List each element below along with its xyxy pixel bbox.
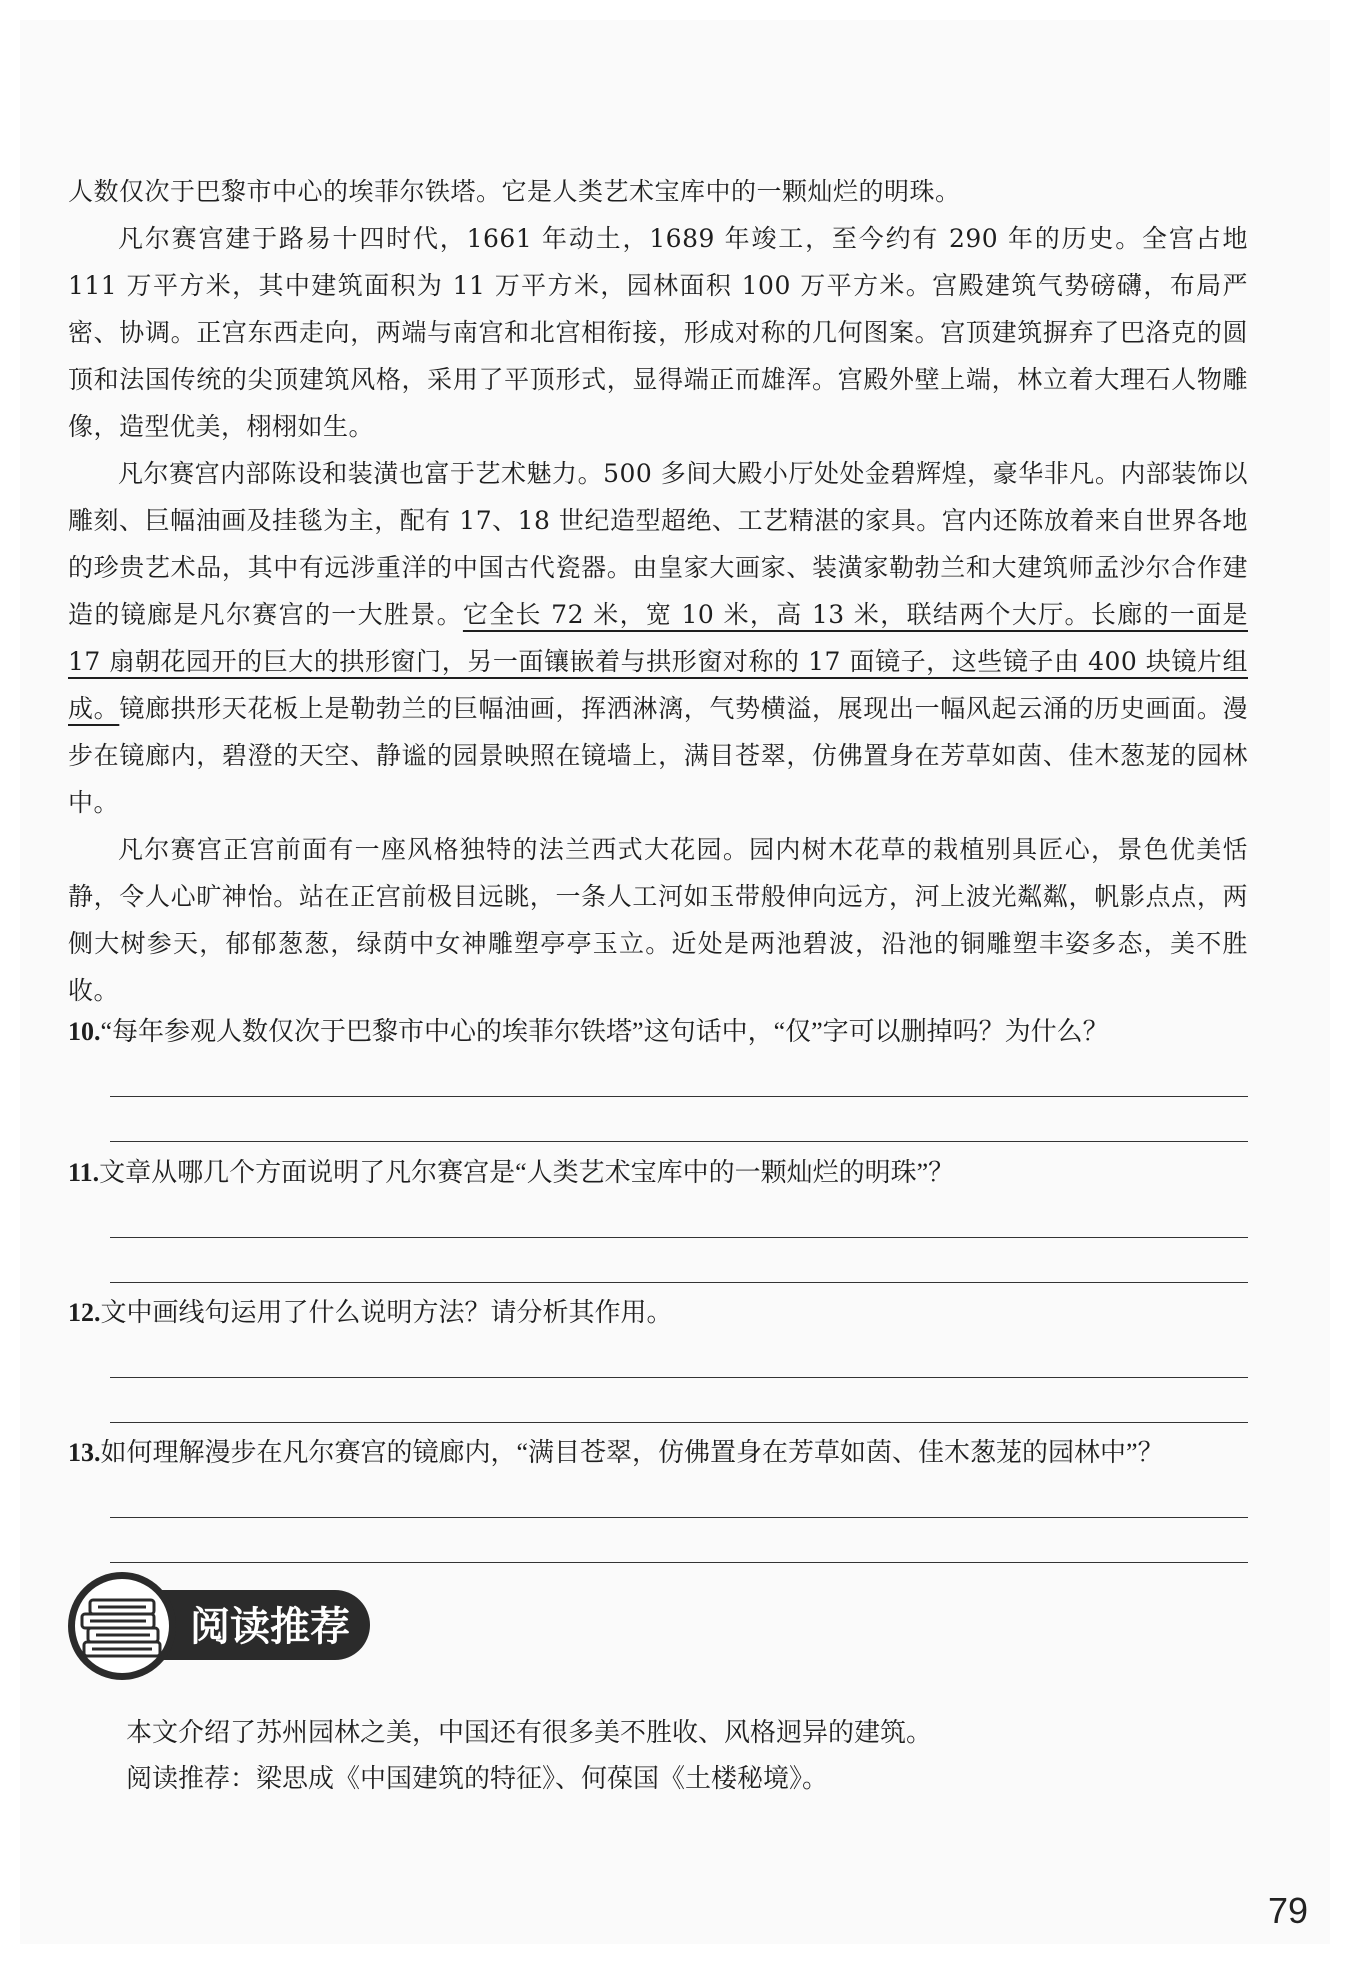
underlined-sentence: 它全长 72 米，宽 10 米，高 13 米，联结两个大厅。长廊的一面是 17 扇朝花园开的巨大的拱形窗门，另一面镶嵌着与拱形窗对称的 17 面镜子，这些镜子由 400 块镜片组成。 [68, 600, 1248, 723]
books-icon [82, 1600, 160, 1656]
answer-line[interactable] [110, 1562, 1248, 1563]
question-number: 11. [68, 1158, 100, 1187]
question-text: 文中画线句运用了什么说明方法？请分析其作用。 [100, 1298, 673, 1327]
passage-paragraph-3: 凡尔赛宫正宫前面有一座风格独特的法兰西式大花园。园内树木花草的栽植别具匠心，景色优美恬静，令人心旷神怡。站在正宫前极目远眺，一条人工河如玉带般伸向远方，河上波光粼粼，帆影点点，两侧大树参天，郁郁葱葱，绿荫中女神雕塑亭亭玉立。近处是两池碧波，沿池的铜雕塑丰姿多态，美不胜收。 [68, 835, 1248, 1005]
answer-line[interactable] [110, 1377, 1248, 1378]
passage-paragraph-1: 凡尔赛宫建于路易十四时代，1661 年动土，1689 年竣工，至今约有 290 年的历史。全宫占地 111 万平方米，其中建筑面积为 11 万平方米，园林面积 100 万平方米。宫殿建筑气势磅礴，布局严密、协调。正宫东西走向，两端与南宫和北宫相衔接，形成对称的几何图案。宫顶建筑摒弃了巴洛克的圆顶和法国传统的尖顶建筑风格，采用了平顶形式，显得端正而雄浑。宫殿外壁上端，林立着大理石人物雕像，造型优美，栩栩如生。 [68, 224, 1248, 441]
passage-paragraph-2-end: 镜廊拱形天花板上是勒勃兰的巨幅油画，挥洒淋漓，气势横溢，展现出一幅风起云涌的历史画面。漫步在镜廊内，碧澄的天空、静谧的园景映照在镜墙上，满目苍翠，仿佛置身在芳草如茵、佳木葱茏的园林中。 [68, 694, 1248, 817]
answer-line[interactable] [110, 1517, 1248, 1518]
question-number: 12. [68, 1298, 101, 1327]
answer-line[interactable] [110, 1422, 1248, 1423]
passage-paragraph-0: 人数仅次于巴黎市中心的埃菲尔铁塔。它是人类艺术宝库中的一颗灿烂的明珠。 [68, 177, 961, 206]
passage-paragraph-2-start: 凡尔赛宫内部陈设和装潢也富于艺术魅力。500 多间大殿小厅处处金碧辉煌，豪华非凡。内部装饰以雕刻、巨幅油画及挂毯为主，配有 17、18 世纪造型超绝、工艺精湛的家具。宫内还陈放着来自世界各地的珍贵艺术品，其中有远涉重洋的中国古代瓷器。由皇家大画家、装潢家勒勃兰和大建筑师孟沙尔合作建造的镜廊是凡尔赛宫的一大胜景。 [68, 459, 1248, 629]
question-number: 13. [68, 1438, 101, 1467]
answer-line[interactable] [110, 1237, 1248, 1238]
question-number: 10. [68, 1017, 101, 1046]
question-11 [68, 1153, 1248, 1283]
recommend-line-2: 阅读推荐：梁思成《中国建筑的特征》、何葆国《土楼秘境》。 [126, 1764, 829, 1793]
passage-paragraph-2 [68, 450, 1248, 826]
section-header-graphic [66, 1570, 376, 1682]
question-text: “每年参观人数仅次于巴黎市中心的埃菲尔铁塔”这句话中，“仅”字可以删掉吗？为什么？ [100, 1017, 1109, 1046]
answer-line[interactable] [110, 1282, 1248, 1283]
answer-line[interactable] [110, 1096, 1248, 1097]
passage [68, 168, 1248, 1014]
question-12 [68, 1293, 1248, 1423]
answer-line[interactable] [110, 1141, 1248, 1142]
question-10 [68, 1012, 1248, 1142]
page-number: 79 [1267, 1890, 1308, 1931]
section-title: 阅读推荐 [190, 1604, 350, 1650]
reading-recommendation-header [66, 1570, 376, 1682]
recommend-line-1: 本文介绍了苏州园林之美，中国还有很多美不胜收、风格迥异的建筑。 [126, 1718, 933, 1747]
question-13 [68, 1433, 1248, 1563]
question-text: 如何理解漫步在凡尔赛宫的镜廊内，“满目苍翠，仿佛置身在芳草如茵、佳木葱茏的园林中”？ [100, 1438, 1164, 1467]
question-text: 文章从哪几个方面说明了凡尔赛宫是“人类艺术宝库中的一颗灿烂的明珠”？ [99, 1158, 955, 1187]
